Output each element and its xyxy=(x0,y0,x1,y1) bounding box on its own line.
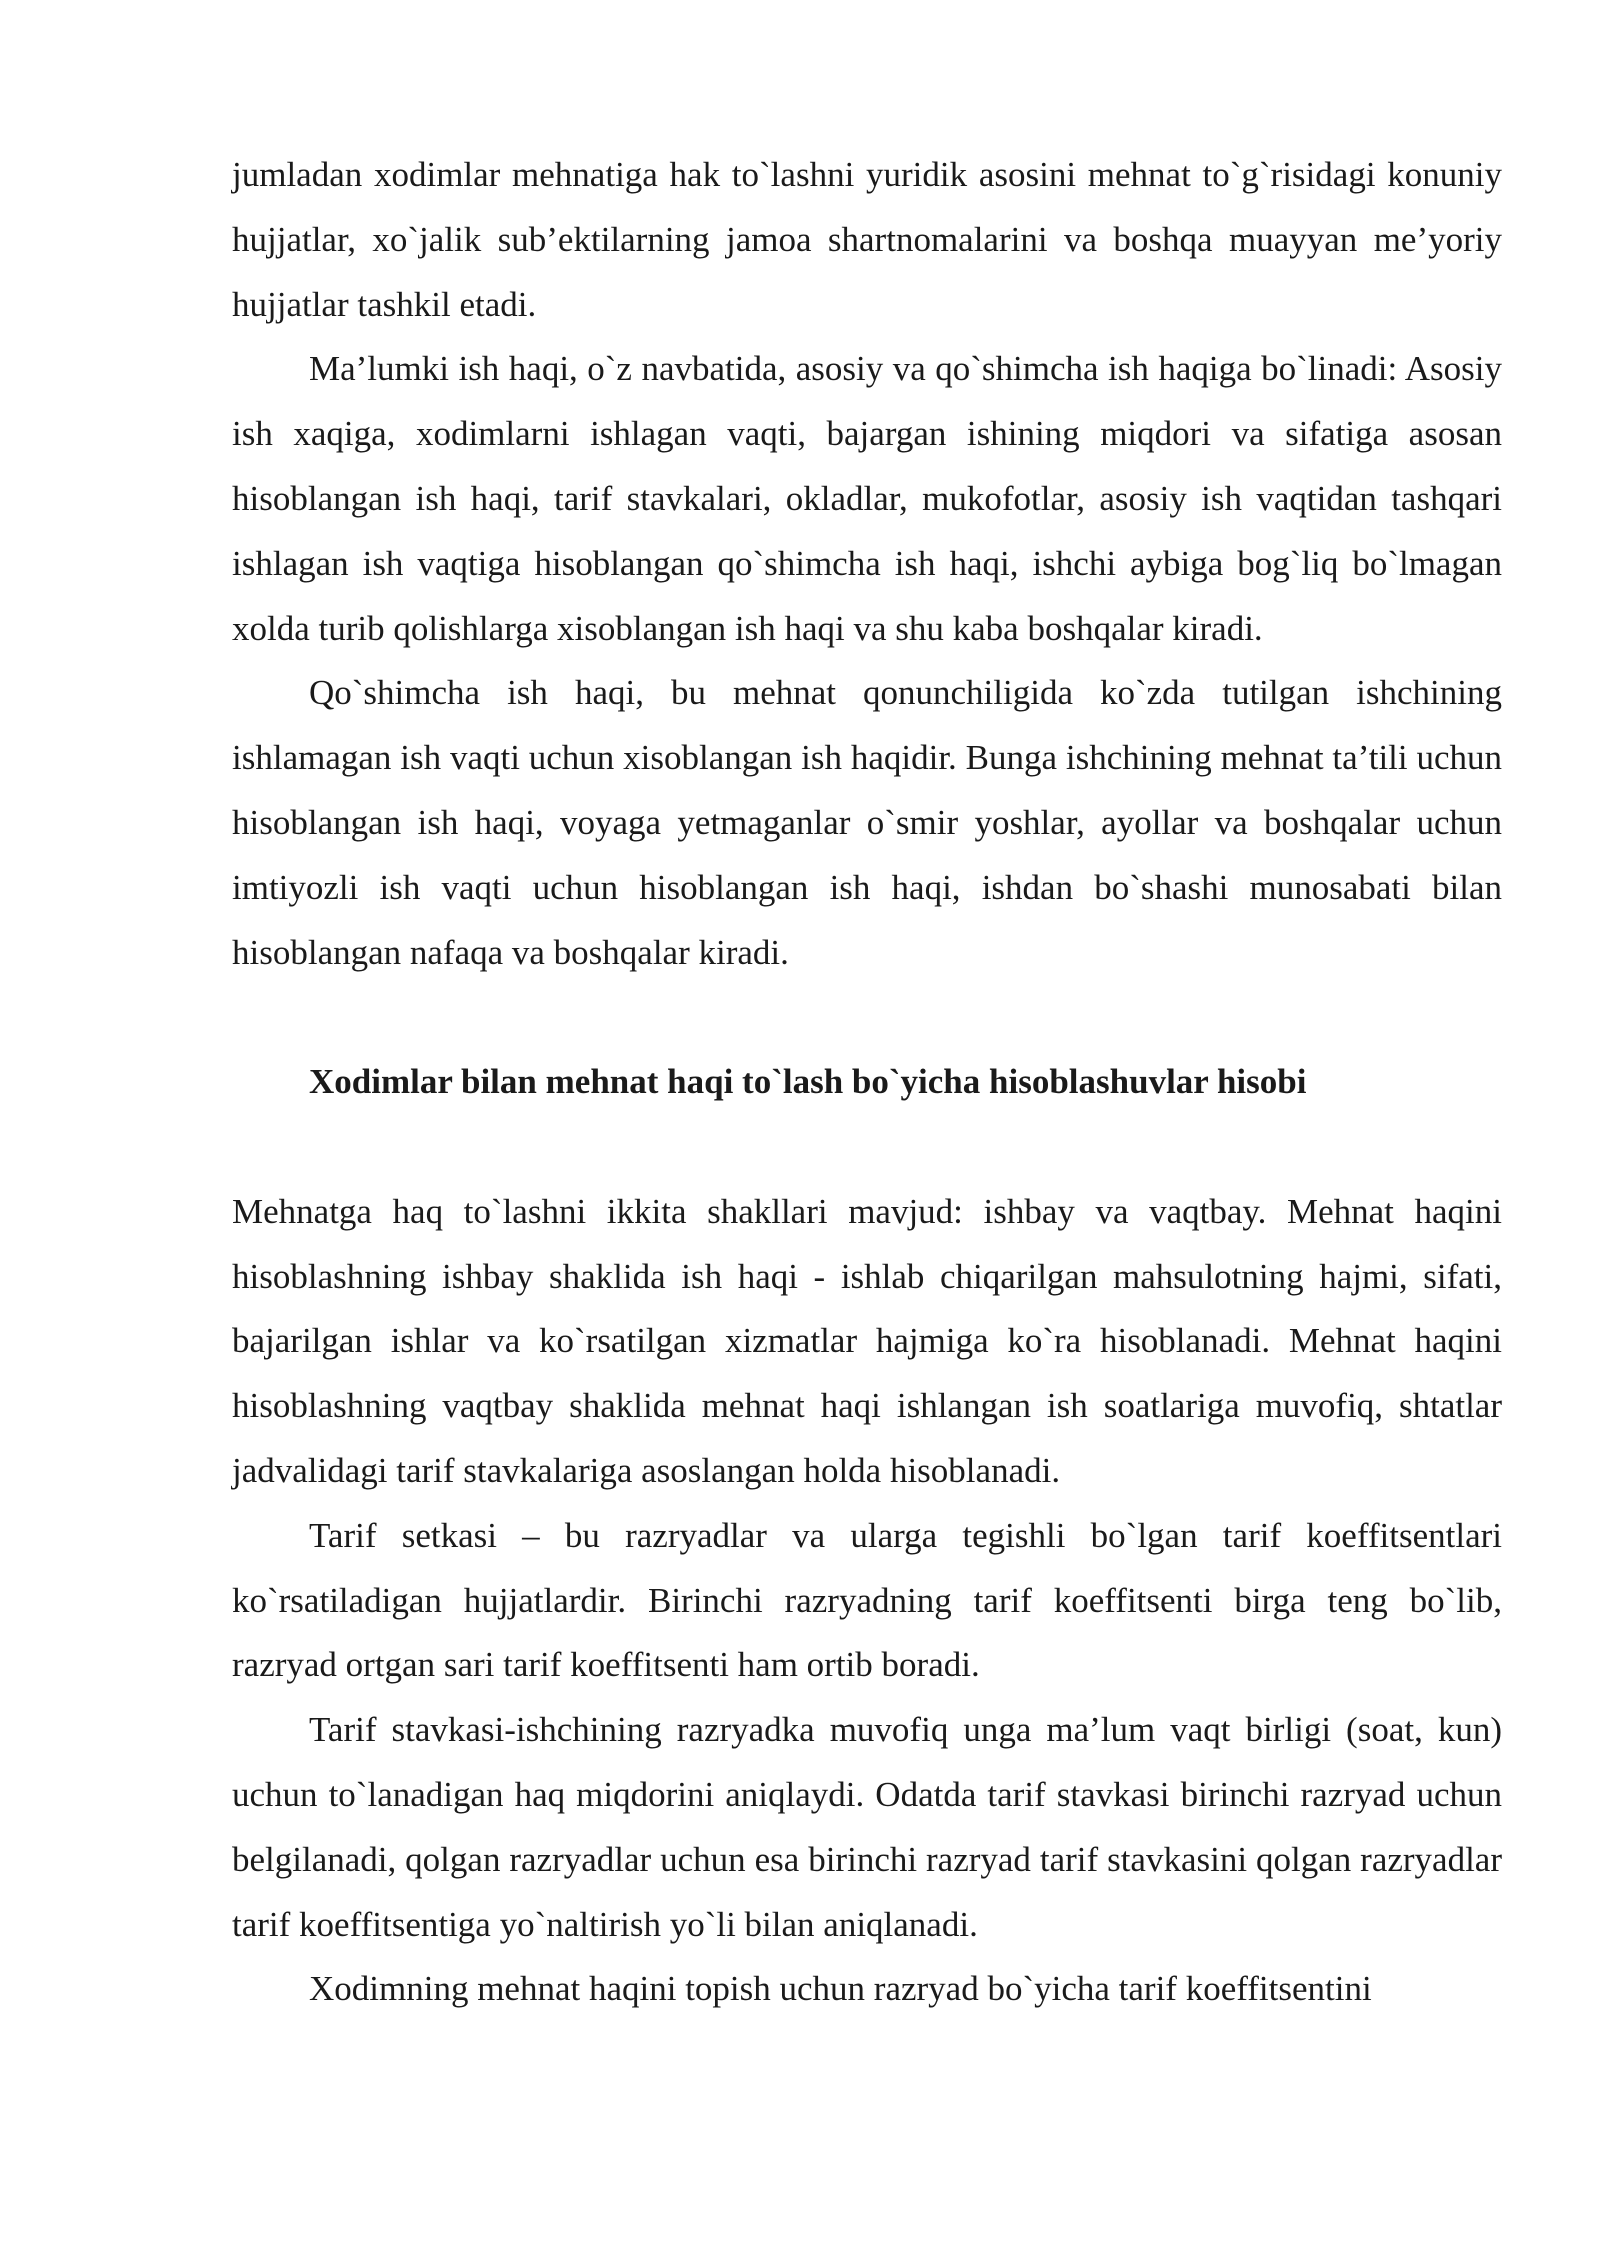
paragraph-employee-pay: Xodimning mehnat haqini topish uchun razryad bo`yicha tarif koeffitsentini xyxy=(309,1969,1372,2009)
paragraph-tariff-rate: Tarif stavkasi-ishchining razryadka muvofiq unga ma’lum vaqt birligi (soat, kun) uchun to`lanadigan haq miqdorini aniqlaydi. Odatda tarif stavkasi birinchi razryad uchun belgilanadi, qolgan razryadlar uchun esa birinchi razryad tarif stavkasini qolgan razryadlar tarif koeffitsentiga yo`naltirish yo`li bilan aniqlanadi. xyxy=(232,1710,1502,1944)
document-body xyxy=(232,143,1502,2022)
section-heading: Xodimlar bilan mehnat haqi to`lash bo`yicha hisoblashuvlar hisobi xyxy=(309,1062,1307,1102)
paragraph-payment-forms: Mehnatga haq to`lashni ikkita shakllari mavjud: ishbay va vaqtbay. Mehnat haqini hisoblashning ishbay shaklida ish haqi - ishlab chiqarilgan mahsulotning hajmi, sifati, bajarilgan ishlar va ko`rsatilgan xizmatlar hajmiga ko`ra hisoblanadi. Mehnat haqini hisoblashning vaqtbay shaklida mehnat haqi ishlangan ish soatlariga muvofiq, shtatlar jadvalidagi tarif stavkalariga asoslangan holda hisoblanadi. xyxy=(232,1191,1502,1490)
paragraph-additional-salary: Qo`shimcha ish haqi, bu mehnat qonunchiligida ko`zda tutilgan ishchining ishlamagan ish vaqti uchun xisoblangan ish haqidir. Bunga ishchining mehnat ta’tili uchun hisoblangan ish haqi, voyaga yetmaganlar o`smir yoshlar, ayollar va boshqalar uchun imtiyozli ish vaqti uchun hisoblangan ish haqi, ishdan bo`shashi munosabati bilan hisoblangan nafaqa va boshqalar kiradi. xyxy=(232,673,1502,972)
paragraph-tariff-grid: Tarif setkasi – bu razryadlar va ularga tegishli bo`lgan tarif koeffitsentlari ko`rsatiladigan hujjatlardir. Birinchi razryadning tarif koeffitsenti birga teng bo`lib, razryad ortgan sari tarif koeffitsenti ham ortib boradi. xyxy=(232,1515,1502,1685)
spacer xyxy=(232,1115,1502,1180)
paragraph-continuation: jumladan xodimlar mehnatiga hak to`lashni yuridik asosini mehnat to`g`risidagi konuniy hujjatlar, xo`jalik sub’ektilarning jamoa shartnomalarini va boshqa muayyan me’yoriy hujjatlar tashkil etadi. xyxy=(232,155,1502,324)
paragraph-salary-types: Ma’lumki ish haqi, o`z navbatida, asosiy va qo`shimcha ish haqiga bo`linadi: Asosiy ish xaqiga, xodimlarni ishlagan vaqti, bajargan ishining miqdori va sifatiga asosan hisoblangan ish haqi, tarif stavkalari, okladlar, mukofotlar, asosiy ish vaqtidan tashqari ishlagan ish vaqtiga hisoblangan qo`shimcha ish haqi, ishchi aybiga bog`liq bo`lmagan xolda turib qolishlarga xisoblangan ish haqi va shu kaba boshqalar kiradi. xyxy=(232,349,1502,648)
spacer xyxy=(232,985,1502,1050)
